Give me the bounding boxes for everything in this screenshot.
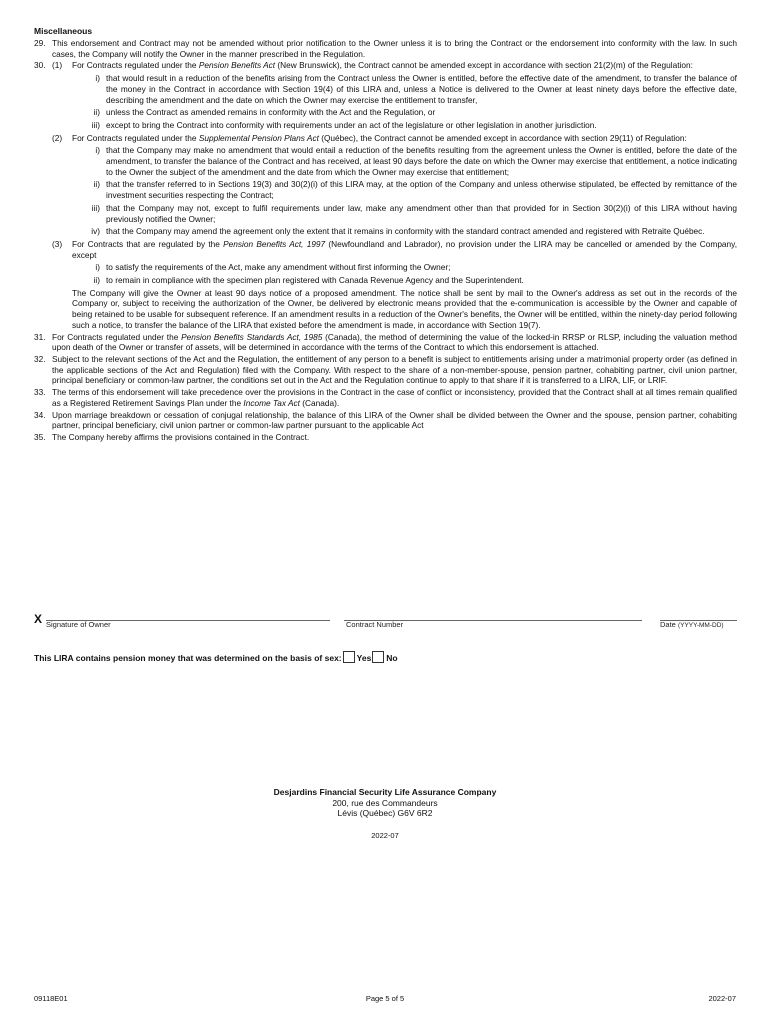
sex-basis-label: This LIRA contains pension money that was determined on the basis of sex:: [34, 653, 342, 663]
subclause-label: (2): [52, 132, 63, 143]
clause-number: 29.: [34, 38, 46, 48]
contract-number-label: Contract Number: [346, 620, 404, 629]
clause-29: [34, 38, 737, 59]
act-name: Pension Benefits Act: [198, 60, 276, 71]
clause-text: This endorsement and Contract may not be amended without prior notification to the Owner unless it is to bring the Contract or the endorsement into conformity with the law. In such cases, the Company will notify the Owner in the manner prescribed in the Regulation.: [52, 38, 737, 59]
subclause-30-2: (2) For Contracts regulated under the Supplemental Pension Plans Act (Québec), the Contract cannot be amended except in accordance with section 29(11) of Regulation:: [52, 132, 687, 143]
sex-basis-question: [34, 651, 398, 663]
subclause-label: (3): [52, 238, 63, 249]
date-format: (YYYY-MM-DD): [677, 622, 724, 629]
form-version: 2022-07: [708, 994, 736, 1003]
yes-label: Yes: [356, 653, 372, 663]
clause-34: [34, 410, 737, 431]
date-label: Date (YYYY-MM-DD): [660, 620, 724, 629]
subclause-item: iii) except to bring the Contract into conformity with requirements under an act of the legislature or other legislation in another jurisdiction.: [91, 119, 597, 130]
signature-x-mark: X: [34, 612, 43, 626]
page-number: Page 5 of 5: [365, 994, 405, 1003]
subclause-item: i) to satisfy the requirements of the Act, make any amendment without first informing the Owner;: [95, 262, 451, 273]
company-block: [0, 787, 770, 841]
clause-number: 32.: [34, 353, 46, 364]
signature-block: [34, 612, 737, 632]
clause-text: Subject to the relevant sections of the Act and the Regulation, the entitlement of any person to a benefit is subject to entitlements arising under a matrimonial property order (as defined in the applicable sections of the Act and Regulation) filed with the Company. With respect to the share of a non-member-spouse, pension partner, cohabiting partner, civil union partner, principal beneficiary or common-law partner, the conditions set out in the Act and the Regulation continue to apply to that share if it is transferred to a LIRA, LIF, or LRIF.: [52, 353, 737, 386]
clause-31: 31. For Contracts regulated under the Pension Benefits Standards Act, 1985 (Canada), the method of determining the value of the locked-in RRSP or RLSP, including the valuation method upon death of the Owner or transfer of assets, will be determined in accordance with the terms of the Contract to which this endorsement is attached.: [34, 331, 737, 353]
clause-number: 34.: [34, 409, 46, 420]
clause-number: 30.: [34, 60, 46, 71]
act-name: Pension Benefits Standards Act, 1985: [181, 331, 323, 342]
subclause-item: ii) that the transfer referred to in Sections 19(3) and 30(2)(i) of this LIRA may, at the option of the Company and unless otherwise stipulated, be effected by remittance of the investment securities respecting the Contract;: [93, 179, 737, 201]
clause-text: The Company hereby affirms the provisions contained in the Contract.: [52, 431, 310, 442]
subclause-30-1: (1) For Contracts regulated under the Pension Benefits Act (New Brunswick), the Contract cannot be amended except in accordance with section 21(2)(m) of the Regulation:: [52, 60, 693, 71]
subclause-item: ii) to remain in compliance with the specimen plan registered with Canada Revenue Agency and the Superintendent.: [93, 275, 524, 286]
clause-33: 33. The terms of this endorsement will take precedence over the provisions in the Contract in the case of conflict or inconsistency, provided that the Contract shall at all times remain qualified as a Registered Retirement Savings Plan under the Income Tax Act (Canada).: [34, 387, 737, 408]
act-name: Pension Benefits Act, 1997: [223, 238, 326, 249]
section-title: Miscellaneous: [34, 26, 93, 36]
act-name: Supplemental Pension Plans Act: [198, 132, 319, 143]
company-address-line-1: 200, rue des Commandeurs: [332, 797, 438, 808]
yes-checkbox[interactable]: [343, 651, 355, 663]
subclause-30-3: (3) For Contracts that are regulated by the Pension Benefits Act, 1997 (Newfoundland and Labrador), no provision under the LIRA may be cancelled or amended by the Company, except: [52, 238, 737, 260]
company-date: 2022-07: [371, 830, 399, 840]
clause-number: 33.: [34, 387, 46, 398]
clause-text: Upon marriage breakdown or cessation of conjugal relationship, the balance of this LIRA of the Owner shall be divided between the Owner and the spouse, pension partner, cohabiting partner, principal beneficiary, civil union partner or common-law partner pursuant to the applicable Act: [52, 409, 737, 431]
clause-30: [34, 60, 737, 330]
subclause-item: i) that would result in a reduction of the benefits arising from the Contract unless the Owner is entitled, before the effective date of the amendment, to transfer the balance of the money in the Contract in accordance with Section 19(4) of this LIRA and, unless a Notice is delivered to the Owner at least ninety days before the effective date, describing the amendment and the date on which the Owner may exercise the entitlement to transfer,: [95, 73, 737, 105]
subclause-item: iv) that the Company may amend the agreement only the extent that it remains in conformity with the standard contract amended and registered with Retraite Québec.: [91, 226, 705, 237]
no-label: No: [386, 653, 398, 663]
clause-35: [34, 432, 737, 443]
clause-number: 31.: [34, 331, 46, 342]
company-name: Desjardins Financial Security Life Assurance Company: [273, 787, 497, 797]
subclause-item: i) that the Company may make no amendment that would entail a reduction of the benefits resulting from the agreement unless the Owner is entitled, before the date of the amendment, to transfer the balance of the Contract and has received, at least 90 days before the date on which the Owner may exercise that entitlement, a notice indicating to the Owner the subject of the amendment and the date from which the Owner may exercise that entitlement;: [95, 145, 737, 177]
clause-number: 35.: [34, 431, 46, 442]
company-address-line-2: Lévis (Québec) G6V 6R2: [337, 808, 433, 818]
clauses-body: [34, 38, 737, 443]
subclause-item: iii) that the Company may not, except to fulfil requirements under law, make any amendment other than that provided for in Section 30(2)(i) of this LIRA without having previously notified the Owner;: [91, 202, 737, 224]
amendment-notice-paragraph: The Company will give the Owner at least 90 days notice of a proposed amendment. The notice shall be sent by mail to the Owner's address as set out in the records of the Company or, subject to receiving the authorization of the Owner, be delivered by electronic means provided that the e-communication is accessible by the Owner and capable of being retained to be usable for subsequent reference. If an amendment results in a reduction of the Owner's benefits, the Owner will be entitled, within the ninety-day period following such a notice, to transfer the balance of the LIRA that existed before the amendment is made, in accordance with Section 19(7).: [72, 287, 737, 330]
subclause-label: (1): [52, 60, 63, 71]
no-checkbox[interactable]: [372, 651, 384, 663]
form-code: 09118E01: [34, 994, 68, 1003]
act-name: Income Tax Act: [243, 397, 300, 408]
owner-signature-label: Signature of Owner: [46, 620, 111, 629]
clause-32: [34, 354, 737, 386]
subclause-item: ii) unless the Contract as amended remains in conformity with the Act and the Regulation, or: [93, 107, 436, 118]
